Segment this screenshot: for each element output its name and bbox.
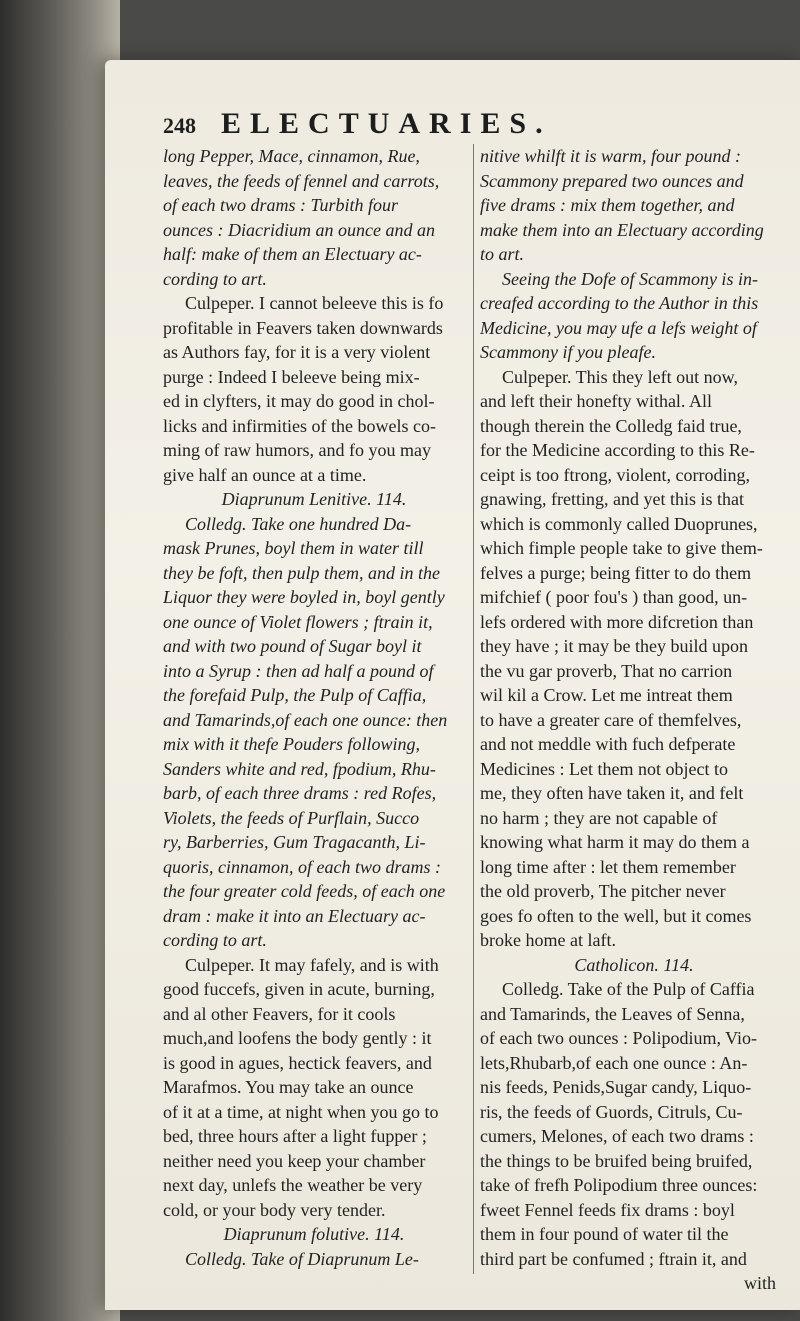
text-line: ceipt is too ftrong, violent, corroding, — [480, 464, 750, 485]
text-line: lets,Rhubarb,of each one ounce : An- — [480, 1052, 748, 1073]
text-line: Scammony prepared two ounces and — [480, 170, 744, 191]
text-line: Diaprunum Lenitive. 114. — [221, 489, 407, 509]
text-line: and Tamarinds,of each one ounce: then — [163, 709, 448, 730]
text-line: Medicines : Let them not object to — [480, 758, 728, 779]
text-line: ounces : Diacridium an ounce and an — [163, 219, 435, 240]
text-line: good fuccefs, given in acute, burning, — [163, 979, 435, 999]
text-line: ry, Barberries, Gum Tragacanth, Li- — [163, 832, 426, 852]
text-line: give half an ounce at a time. — [163, 464, 367, 485]
text-line: and Tamarinds, the Leaves of Senna, — [480, 1003, 745, 1024]
text-line: licks and infirmities of the bowels co- — [163, 415, 436, 436]
text-line: Liquor they were boyled in, boyl gently — [163, 587, 445, 607]
text-line: cold, or your body very tender. — [163, 1199, 386, 1220]
text-line: with — [743, 1273, 776, 1293]
text-line: cumers, Melones, of each two drams : — [480, 1126, 754, 1146]
text-columns — [163, 144, 788, 1293]
text-line: Culpeper. This they left out now, — [502, 366, 738, 387]
text-line: felves a purge; being fitter to do them — [480, 562, 752, 583]
text-line: mask Prunes, boyl them in water till — [163, 538, 424, 558]
text-line: take of frefh Polipodium three ounces: — [480, 1175, 758, 1195]
text-line: is good in agues, hectick feavers, and — [163, 1052, 432, 1073]
text-line: the old proverb, The pitcher never — [480, 881, 726, 901]
text-line: profitable in Feavers taken downwards — [163, 317, 443, 338]
text-line: fweet Fennel feeds fix drams : boyl — [480, 1199, 735, 1220]
text-line: mifchief ( poor fou's ) than good, un- — [480, 587, 748, 607]
text-line: creafed according to the Author in this — [480, 293, 759, 313]
text-line: purge : Indeed I beleeve being mix- — [163, 366, 420, 387]
text-line: and al other Feavers, for it cools — [163, 1003, 396, 1024]
text-line: the vu gar proverb, That no carrion — [480, 660, 733, 681]
text-line: ris, the feeds of Guords, Citruls, Cu- — [480, 1101, 743, 1122]
text-line: Sanders white and red, fpodium, Rhu- — [163, 758, 436, 779]
text-line: no harm ; they are not capable of — [480, 807, 718, 828]
page-number: 248 — [163, 113, 196, 138]
text-line: cording to art. — [163, 268, 267, 289]
text-line: for the Medicine according to this Re- — [480, 440, 755, 460]
text-line: next day, unlefs the weather be very — [163, 1175, 423, 1195]
text-line: make them into an Electuary according — [480, 219, 764, 240]
text-line: goes fo often to the well, but it comes — [480, 905, 752, 926]
text-line: and not meddle with fuch defperate — [480, 734, 736, 754]
text-line: knowing what harm it may do them a — [480, 832, 750, 852]
text-line: cording to art. — [163, 930, 267, 950]
text-line: which fimple people take to give them- — [480, 538, 763, 558]
text-line: them in four pound of water til the — [480, 1224, 729, 1244]
text-line: they be foft, then pulp them, and in the — [163, 562, 440, 583]
text-line: Colledg. Take of the Pulp of Caffia — [502, 979, 755, 999]
text-line: long Pepper, Mace, cinnamon, Rue, — [163, 146, 420, 166]
text-line: the four greater cold feeds, of each one — [163, 881, 446, 901]
text-line: quoris, cinnamon, of each two drams : — [163, 856, 441, 877]
text-line: Medicine, you may ufe a lefs weight of — [480, 317, 757, 338]
running-title: ELECTUARIES. — [221, 107, 552, 140]
text-line: one ounce of Violet flowers ; ftrain it, — [163, 611, 433, 632]
text-line: much,and loofens the body gently : it — [163, 1028, 432, 1048]
text-line: leaves, the feeds of fennel and carrots, — [163, 170, 440, 191]
text-line: five drams : mix them together, and — [480, 195, 735, 215]
text-line: neither need you keep your chamber — [163, 1150, 426, 1171]
text-line: the forefaid Pulp, the Pulp of Caffia, — [163, 685, 427, 705]
text-line: third part be confumed ; ftrain it, and — [480, 1248, 747, 1269]
text-line: me, they often have taken it, and felt — [480, 783, 744, 803]
text-line: bed, three hours after a light fupper ; — [163, 1126, 427, 1146]
text-line: Culpeper. It may fafely, and is with — [185, 954, 439, 975]
text-line: which is commonly called Duoprunes, — [480, 513, 758, 534]
text-line: to have a greater care of themfelves, — [480, 709, 742, 730]
text-line: lefs ordered with more difcretion than — [480, 611, 754, 632]
text-line: Diaprunum folutive. 114. — [223, 1224, 405, 1244]
text-line: the things to be bruifed being bruifed, — [480, 1150, 753, 1171]
text-line: of it at a time, at night when you go to — [163, 1101, 439, 1122]
text-line: barb, of each three drams : red Rofes, — [163, 783, 437, 803]
text-line: as Authors fay, for it is a very violent — [163, 342, 431, 362]
left-column — [163, 144, 473, 1274]
text-line: nitive whilft it is warm, four pound : — [480, 146, 742, 166]
text-line: long time after : let them remember — [480, 856, 736, 877]
text-line: Culpeper. I cannot beleeve this is fo — [185, 293, 444, 313]
text-line: of each two drams : Turbith four — [163, 195, 399, 215]
text-line: Marafmos. You may take an ounce — [163, 1077, 414, 1097]
text-line: ming of raw humors, and fo you may — [163, 440, 431, 460]
text-line: Scammony if you pleafe. — [480, 342, 656, 362]
text-line: though therein the Colledg faid true, — [480, 415, 742, 436]
text-line: Catholicon. 114. — [574, 954, 694, 975]
text-line: Seeing the Dofe of Scammony is in- — [502, 268, 758, 289]
text-line: wil kil a Crow. Let me intreat them — [480, 685, 733, 705]
text-line: Violets, the feeds of Purflain, Succo — [163, 807, 420, 828]
text-line: they have ; it may be they build upon — [480, 636, 748, 656]
text-line: of each two ounces : Polipodium, Vio- — [480, 1028, 758, 1048]
text-line: half: make of them an Electuary ac- — [163, 244, 422, 264]
text-line: to art. — [480, 244, 525, 264]
text-line: and with two pound of Sugar boyl it — [163, 636, 422, 656]
text-line: dram : make it into an Electuary ac- — [163, 905, 426, 926]
right-column — [473, 144, 788, 1293]
text-line: and left their honefty withal. All — [480, 391, 712, 411]
text-line: nis feeds, Penids,Sugar candy, Liquo- — [480, 1077, 752, 1097]
text-line: Colledg. Take one hundred Da- — [185, 513, 412, 534]
page-header — [163, 107, 783, 147]
text-line: Colledg. Take of Diaprunum Le- — [185, 1248, 419, 1269]
text-line: mix with it thefe Pouders following, — [163, 734, 420, 754]
text-line: into a Syrup : then ad half a pound of — [163, 660, 434, 681]
text-line: broke home at laft. — [480, 930, 616, 950]
text-line: ed in clyfters, it may do good in chol- — [163, 391, 435, 411]
text-line: gnawing, fretting, and yet this is that — [480, 489, 744, 509]
book-gutter — [0, 0, 120, 1321]
